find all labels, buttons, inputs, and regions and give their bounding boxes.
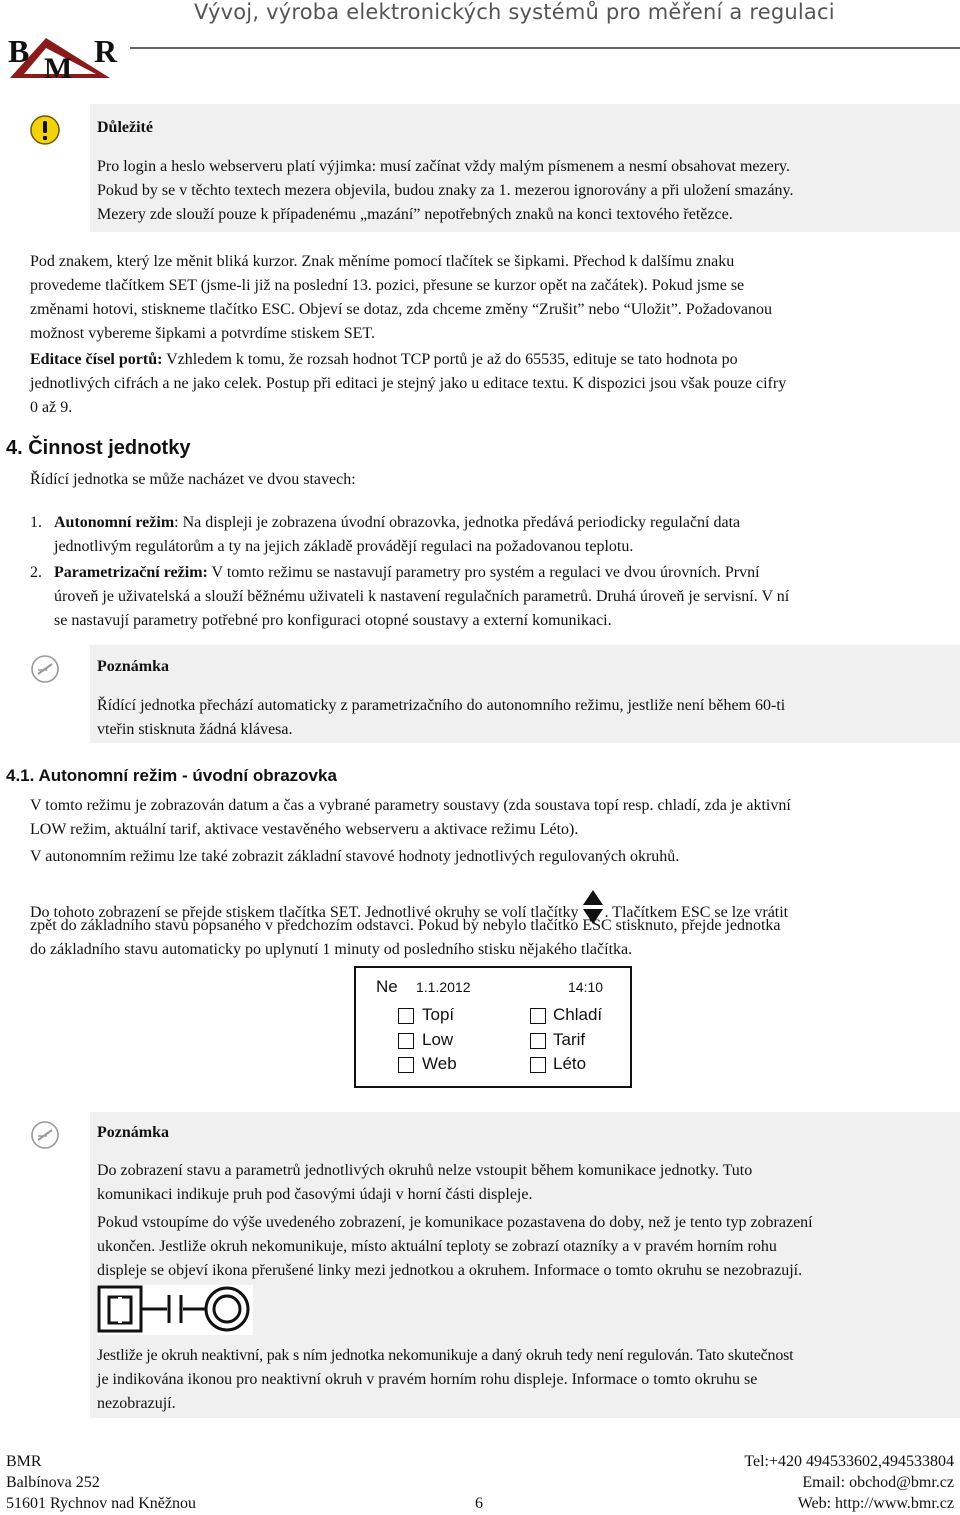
list-item-2-line-3: se nastavují parametry potřebné pro konfiguraci otopné soustavy a externí komunikaci. xyxy=(54,612,612,629)
footer-phone: Tel:+420 494533602,494533804 xyxy=(744,1453,954,1470)
lcd-checkbox-low xyxy=(398,1033,414,1049)
lcd-day: Ne xyxy=(376,977,398,996)
warning-icon xyxy=(30,115,62,145)
section-4-1-p3-line-3: do základního stavu automaticky po uplynutí 1 minuty od posledního stisku nějakého tlačítka. xyxy=(30,941,633,958)
section-4-heading: 4. Činnost jednotky xyxy=(6,437,191,459)
list-item-1-bold: Autonomní režim xyxy=(54,514,175,531)
para2-line-1 xyxy=(30,348,738,372)
section-4-1-p1-line-2: LOW režim, aktuální tarif, aktivace vestavěného webserveru a aktivace režimu Léto). xyxy=(30,821,579,838)
list-item-2-line-1 xyxy=(54,561,760,585)
important-note-line-3: Mezery zde slouží pouze k případenému „mazání” nepotřebných znaků na konci textového řetězce. xyxy=(97,206,733,223)
list-item-1-line-2: jednotlivým regulátorům a ty na jejich základě provádějí regulaci na požadovanou teplotu. xyxy=(54,538,634,555)
lcd-label-topi: Topí xyxy=(422,1005,455,1024)
footer-street: Balbínova 252 xyxy=(6,1474,100,1491)
note-box-2-p3-line-3: nezobrazují. xyxy=(97,1395,176,1412)
svg-text:B: B xyxy=(8,34,30,69)
important-note-title: Důležité xyxy=(97,119,153,136)
note-box-1-line-2: vteřin stisknuta žádná klávesa. xyxy=(97,721,293,738)
note-box-2-title: Poznámka xyxy=(97,1124,169,1141)
lcd-checkbox-topi xyxy=(398,1008,414,1024)
svg-text:M: M xyxy=(44,52,73,82)
list-item-1-line-1 xyxy=(54,511,740,535)
note-box-2-p2-line-2: ukončen. Jestliže okruh nekomunikuje, místo aktuální teploty se zobrazí otazníky a v pravém horním rohu xyxy=(97,1238,777,1255)
note-pencil-icon xyxy=(30,1120,62,1150)
note-box-2-p2-line-1: Pokud vstoupíme do výše uvedeného zobrazení, je komunikace pozastavena do doby, než je tento typ zobrazení xyxy=(97,1214,813,1231)
footer-email[interactable]: Email: obchod@bmr.cz xyxy=(802,1474,954,1491)
para1-line-3: změnami hotovi, stiskneme tlačítko ESC. Objeví se dotaz, zda chceme změny “Zrušit” nebo “Uložit”. Požadovanou xyxy=(30,301,772,318)
list-item-2-bold: Parametrizační režim: xyxy=(54,564,208,581)
footer-web[interactable]: Web: http://www.bmr.cz xyxy=(797,1495,954,1512)
lcd-label-chladi: Chladí xyxy=(553,1005,603,1024)
list-item-2-text: V tomto režimu se nastavují parametry pro systém a regulaci ve dvou úrovních. První xyxy=(207,564,760,581)
list-item-1-number: 1. xyxy=(30,514,42,531)
para2-line-3: 0 až 9. xyxy=(30,399,73,416)
para1-line-2: provedeme tlačítkem SET (jsme-li již na poslední 13. pozici, přesune se kurzor opět na začátek). Pokud jsme se xyxy=(30,277,745,294)
note-box-1-title: Poznámka xyxy=(97,658,169,675)
note-pencil-icon xyxy=(30,654,62,684)
footer-city: 51601 Rychnov nad Kněžnou xyxy=(6,1495,196,1512)
broken-link-icon xyxy=(97,1285,253,1335)
section-4-1-p3-line-2: zpět do základního stavu popsaného v předchozím odstavci. Pokud by nebylo tlačítko ESC stisknuto, přejde jednotka xyxy=(30,917,781,934)
lcd-checkbox-web xyxy=(398,1057,414,1073)
note-box-2-p3-line-2: je indikována ikonou pro neaktivní okruh v pravém horním rohu displeje. Informace o tomto okruhu se xyxy=(97,1371,758,1388)
lcd-display xyxy=(354,966,632,1088)
section-4-1-p3-text-a: Do tohoto zobrazení se přejde stiskem tlačítka SET. Jednotlivé okruhy se volí tlačítky xyxy=(30,904,579,921)
section-4-1-p3-text-b: . Tlačítkem ESC se lze vrátit xyxy=(604,904,789,921)
page-header-title: Vývoj, výroba elektronických systémů pro měření a regulaci xyxy=(194,0,835,24)
header-divider xyxy=(130,47,960,49)
lcd-label-tarif: Tarif xyxy=(553,1030,586,1049)
list-item-2-number: 2. xyxy=(30,564,42,581)
lcd-checkbox-chladi xyxy=(530,1008,546,1024)
lcd-checkbox-leto xyxy=(530,1057,546,1073)
list-item-2-line-2: úroveň je uživatelská a slouží běžnému uživateli k nastavení regulačních parametrů. Druhá úroveň je servisní. V ní xyxy=(54,588,790,605)
lcd-label-leto: Léto xyxy=(553,1054,587,1073)
note-box-1-line-1: Řídící jednotka přechází automaticky z parametrizačního do autonomního režimu, jestliže není během 60-ti xyxy=(97,697,786,714)
note-box-2-p3-line-1: Jestliže je okruh neaktivní, pak s ním jednotka nekomunikuje a daný okruh tedy není regulován. Tato skutečnost xyxy=(97,1347,794,1364)
section-4-1-p1-line-1: V tomto režimu je zobrazován datum a čas a vybrané parametry soustavy (zda soustava topí resp. chladí, zda je aktivní xyxy=(30,797,791,814)
lcd-checkbox-tarif xyxy=(530,1033,546,1049)
lcd-label-low: Low xyxy=(422,1030,454,1049)
footer-company: BMR xyxy=(6,1453,42,1470)
page-number: 6 xyxy=(475,1495,483,1512)
note-box-2-p2-line-3: displeje se objeví ikona přerušené linky mezi jednotkou a okruhem. Informace o tomto okruhu se nezobrazují. xyxy=(97,1262,803,1279)
important-note-line-2: Pokud by se v těchto textech mezera objevila, budou znaky za 1. mezerou ignorovány a při uložení smazány. xyxy=(97,182,794,199)
important-note-line-1: Pro login a heslo webserveru platí výjimka: musí začínat vždy malým písmenem a nesmí obsahovat mezery. xyxy=(97,158,791,175)
section-4-intro: Řídící jednotka se může nacházet ve dvou stavech: xyxy=(30,471,356,488)
para2-text-1: Vzhledem k tomu, že rozsah hodnot TCP portů je až do 65535, edituje se tato hodnota po xyxy=(162,351,738,368)
lcd-label-web: Web xyxy=(422,1054,457,1073)
section-4-1-p2: V autonomním režimu lze také zobrazit základní stavové hodnoty jednotlivých regulovaných okruhů. xyxy=(30,848,680,865)
list-item-1-text: : Na displeji je zobrazena úvodní obrazovka, jednotka předává periodicky regulační data xyxy=(174,514,741,531)
lcd-time: 14:10 xyxy=(568,979,604,995)
para1-line-4: možnost vybereme šipkami a potvrdíme stiskem SET. xyxy=(30,325,375,342)
section-4-1-heading: 4.1. Autonomní režim - úvodní obrazovka xyxy=(6,766,337,785)
para1-line-1: Pod znakem, který lze měnit bliká kurzor. Znak měníme pomocí tlačítek se šipkami. Přechod k dalšímu znaku xyxy=(30,253,735,270)
para2-line-2: jednotlivých cifrách a ne jako celek. Postup při editaci je stejný jako u editace textu. K dispozici jsou však pouze cifry xyxy=(30,375,787,392)
svg-text:R: R xyxy=(94,34,118,69)
note-box-2-p1-line-2: komunikaci indikuje pruh pod časovými údaji v horní části displeje. xyxy=(97,1186,533,1203)
bmr-logo xyxy=(6,34,126,82)
para2-bold: Editace čísel portů: xyxy=(30,351,163,368)
lcd-date: 1.1.2012 xyxy=(416,979,471,995)
note-box-2-p1-line-1: Do zobrazení stavu a parametrů jednotlivých okruhů nelze vstoupit během komunikace jednotky. Tuto xyxy=(97,1162,753,1179)
